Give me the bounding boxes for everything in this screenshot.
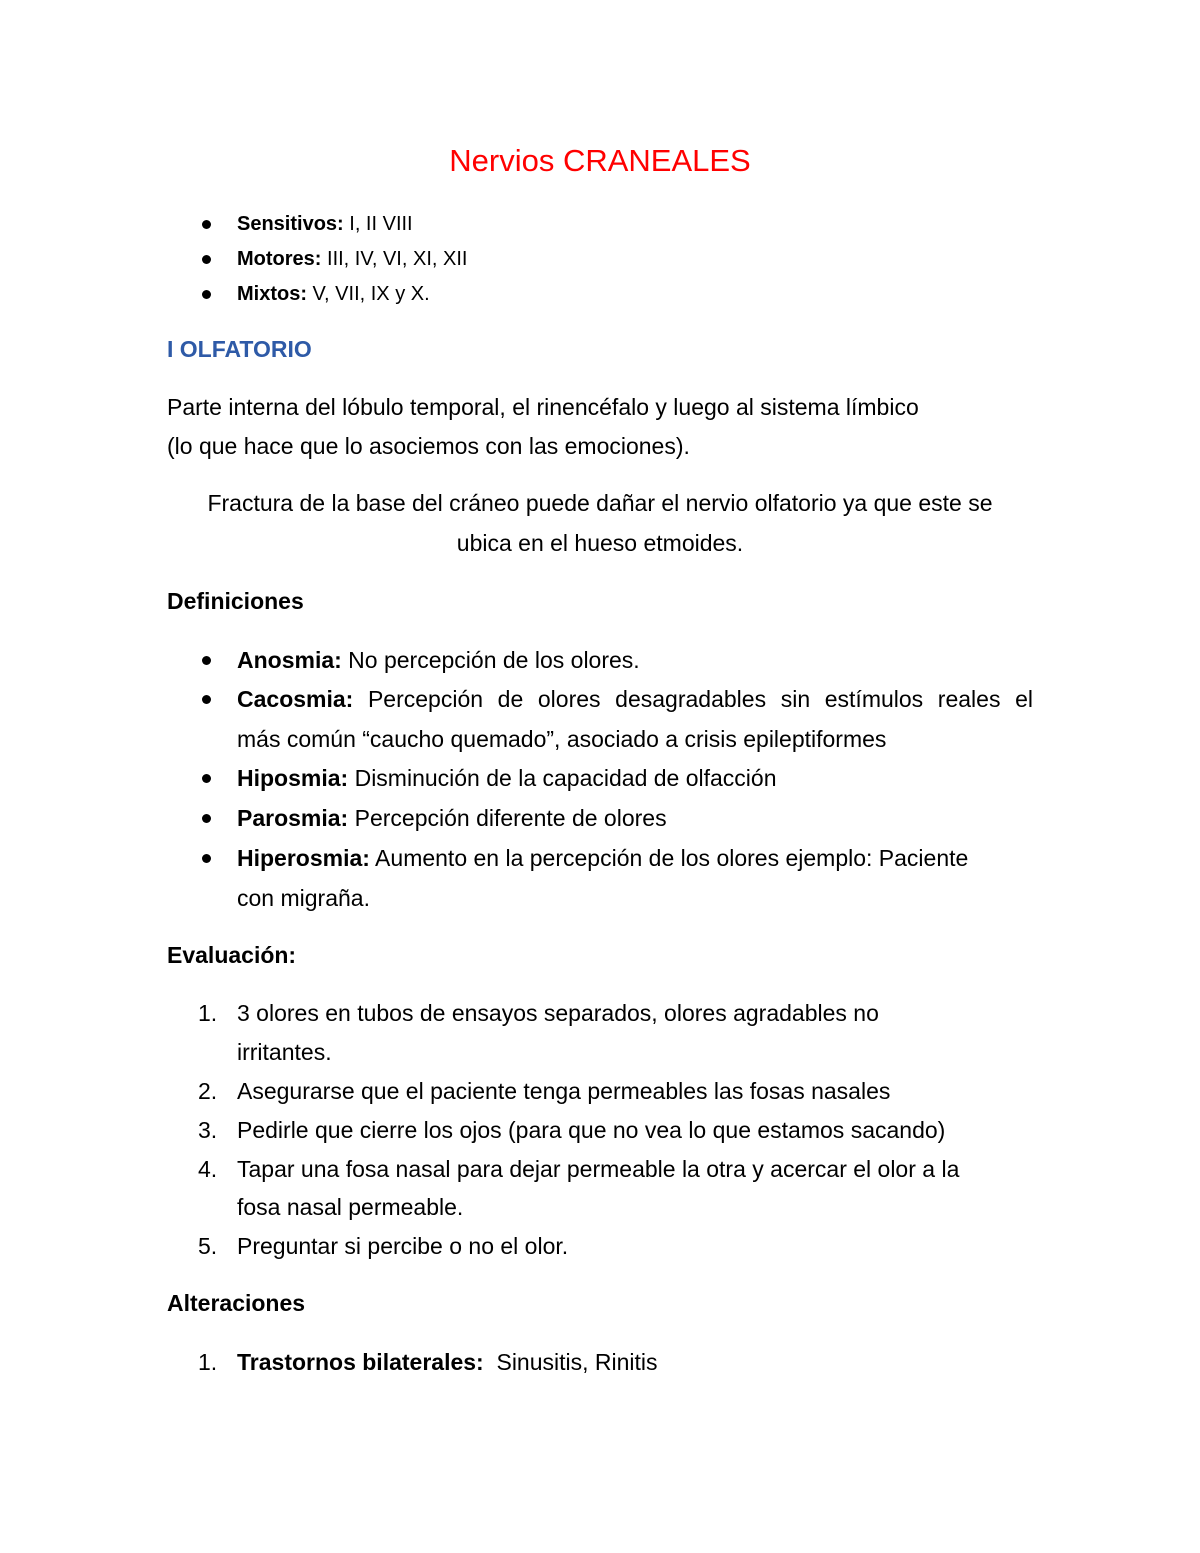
fracture-line: ubica en el hueso etmoides. <box>456 530 744 556</box>
bullet-icon <box>202 814 211 823</box>
definition-item: Hiperosmia: Aumento en la percepción de los olores ejemplo: Paciente <box>237 845 969 871</box>
list-number: 5. <box>198 1233 218 1259</box>
intro-line: Parte interna del lóbulo temporal, el rinencéfalo y luego al sistema límbico <box>167 394 919 420</box>
alterations-heading: Alteraciones <box>167 1290 306 1316</box>
bullet-icon <box>202 656 211 665</box>
section-heading: I OLFATORIO <box>167 336 312 362</box>
list-number: 2. <box>198 1078 218 1104</box>
summary-item: Motores: III, IV, VI, XI, XII <box>237 248 468 270</box>
list-number: 3. <box>198 1117 218 1143</box>
definition-item: Hiposmia: Disminución de la capacidad de olfacción <box>237 765 777 791</box>
bullet-icon <box>202 854 211 863</box>
evaluation-step: Pedirle que cierre los ojos (para que no vea lo que estamos sacando) <box>237 1117 946 1143</box>
evaluation-continuation: fosa nasal permeable. <box>237 1194 464 1220</box>
definition-item: Cacosmia: Percepción de olores desagradables sin estímulos reales el <box>237 686 1033 712</box>
definition-continuation: con migraña. <box>237 885 370 911</box>
definition-item: Anosmia: No percepción de los olores. <box>237 647 640 673</box>
definitions-heading: Definiciones <box>167 588 304 614</box>
evaluation-heading: Evaluación: <box>167 942 297 968</box>
bullet-icon <box>202 255 211 264</box>
bullet-icon <box>202 774 211 783</box>
evaluation-step: Asegurarse que el paciente tenga permeables las fosas nasales <box>237 1078 891 1104</box>
list-number: 1. <box>198 1349 218 1375</box>
intro-line: (lo que hace que lo asociemos con las emociones). <box>167 433 690 459</box>
definition-continuation: más común “caucho quemado”, asociado a crisis epileptiformes <box>237 726 887 752</box>
summary-item: Mixtos: V, VII, IX y X. <box>237 283 430 305</box>
bullet-icon <box>202 220 211 229</box>
fracture-line: Fractura de la base del cráneo puede dañar el nervio olfatorio ya que este se <box>207 490 993 516</box>
summary-item: Sensitivos: I, II VIII <box>237 213 413 235</box>
bullet-icon <box>202 290 211 299</box>
list-number: 1. <box>198 1000 218 1026</box>
evaluation-continuation: irritantes. <box>237 1039 332 1065</box>
document-title: Nervios CRANEALES <box>449 143 751 178</box>
evaluation-step: Preguntar si percibe o no el olor. <box>237 1233 569 1259</box>
bullet-icon <box>202 695 211 704</box>
evaluation-step: 3 olores en tubos de ensayos separados, olores agradables no <box>237 1000 879 1026</box>
alteration-item: Trastornos bilaterales: Sinusitis, Rinitis <box>237 1349 658 1375</box>
evaluation-step: Tapar una fosa nasal para dejar permeable la otra y acercar el olor a la <box>237 1156 960 1182</box>
list-number: 4. <box>198 1156 218 1182</box>
definition-item: Parosmia: Percepción diferente de olores <box>237 805 667 831</box>
